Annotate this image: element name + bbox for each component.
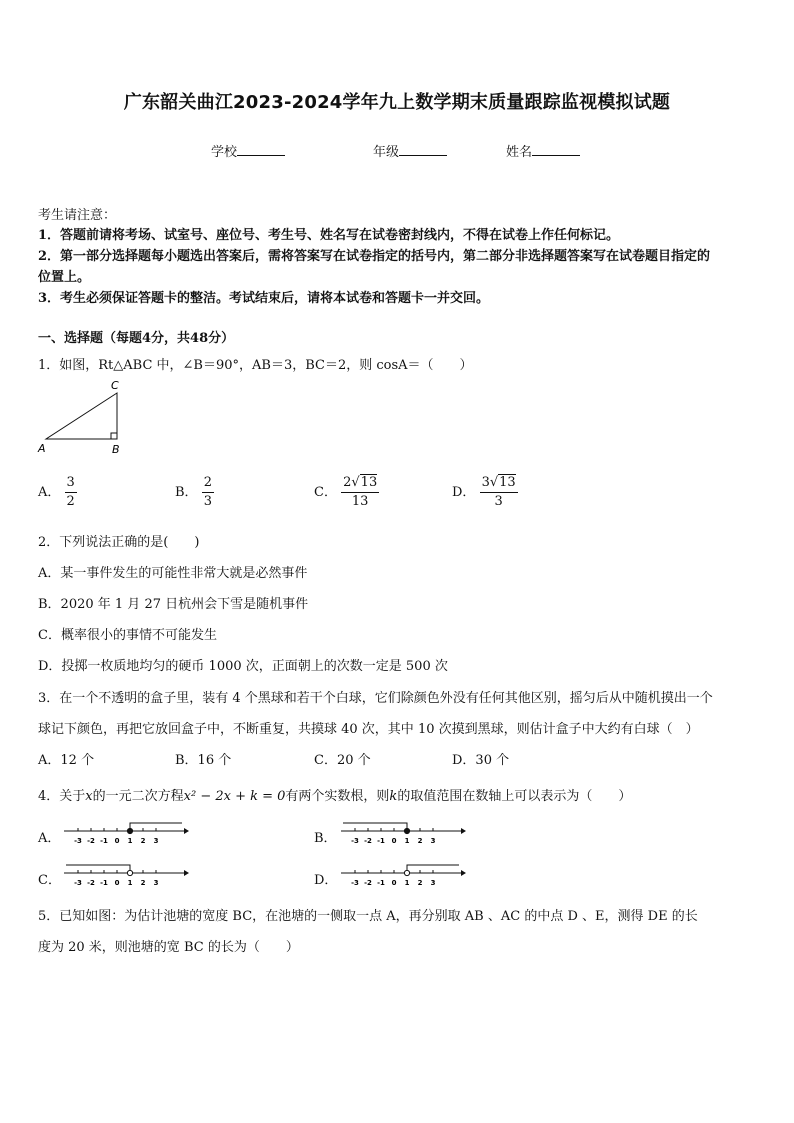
q2-stem: 2．下列说法正确的是( ): [38, 535, 200, 550]
tick-label: 2: [140, 837, 146, 845]
q2-option-b[interactable]: B．2020 年 1 月 27 日杭州会下雪是随机事件: [38, 597, 309, 612]
q5-stem-line1: 5．已知如图：为估计池塘的宽度 BC，在池塘的一侧取一点 A，再分别取 AB 、AC 的中点 D 、E，测得 DE 的长: [38, 909, 698, 924]
q4-stem-post: 的取值范围在数轴上可以表示为（ ）: [397, 789, 632, 804]
q4-var-x: x: [85, 789, 93, 804]
tick-label: -3: [74, 879, 82, 887]
q1-option-b-letter: B．: [175, 485, 198, 500]
tick-label: -2: [87, 879, 95, 887]
open-endpoint: [127, 870, 132, 875]
q1-option-d-fraction: [480, 474, 518, 511]
tick-label: 2: [417, 837, 423, 845]
q1-option-b-fraction: [202, 474, 214, 511]
q1-option-a-fraction: [65, 474, 77, 511]
q5-stem-line2: 度为 20 米，则池塘的宽 BC 的长为（ ）: [38, 940, 299, 955]
name-field[interactable]: [506, 141, 580, 160]
tick-label: 3: [430, 837, 436, 845]
closed-endpoint: [127, 828, 132, 833]
fraction-numerator: 3: [65, 474, 77, 493]
tick-label: 0: [114, 879, 120, 887]
section-heading: 一、选择题（每题4分，共48分）: [38, 331, 235, 346]
q1-option-a[interactable]: [38, 474, 77, 511]
tick-label: 1: [127, 837, 133, 845]
notice-item-3: 3．考生必须保证答题卡的整洁。考试结束后，请将本试卷和答题卡一并交回。: [38, 291, 490, 306]
right-angle-mark: [111, 433, 117, 439]
notice-item-2-cont: 位置上。: [38, 270, 91, 285]
school-label: 学校: [211, 145, 238, 160]
numerator-coefficient: 3: [481, 475, 490, 490]
fraction-denominator: 3: [203, 494, 212, 509]
tick-label: 3: [153, 837, 159, 845]
tick-label: 2: [140, 879, 146, 887]
tick-label: -1: [377, 837, 385, 845]
radicand: 13: [499, 475, 516, 490]
vertex-a-label: A: [38, 442, 46, 455]
q4-stem: [38, 785, 631, 804]
q4-stem-mid2: 有两个实数根，则: [285, 789, 390, 804]
tick-label: -3: [74, 837, 82, 845]
q4-stem-mid: 的一元二次方程: [92, 789, 184, 804]
tick-label: -2: [87, 837, 95, 845]
open-endpoint: [404, 870, 409, 875]
q1-option-d[interactable]: [452, 474, 518, 511]
school-field[interactable]: [211, 141, 285, 160]
tick-label: 3: [153, 879, 159, 887]
q4-option-c-letter[interactable]: C．: [38, 873, 61, 888]
page-title: 广东韶关曲江2023-2024学年九上数学期末质量跟踪监视模拟试题: [123, 92, 671, 113]
q4-equation: x² − 2x + k = 0: [183, 789, 286, 804]
q4-stem-pre: 4．关于: [38, 789, 86, 804]
q2-option-c[interactable]: C．概率很小的事情不可能发生: [38, 628, 217, 643]
radicand: 13: [360, 475, 378, 490]
q4-number-line-d: [337, 862, 467, 888]
q4-option-d-letter[interactable]: D．: [314, 873, 338, 888]
solution-ray: [343, 823, 407, 831]
notice-item-1: 1．答题前请将考场、试室号、座位号、考生号、姓名写在试卷密封线内，不得在试卷上作任何标记。: [38, 228, 620, 243]
fraction-denominator: 2: [66, 494, 75, 509]
q3-option-d[interactable]: D．30 个: [452, 753, 510, 768]
tick-label: -3: [351, 879, 359, 887]
q3-stem-line1: 3．在一个不透明的盒子里，装有 4 个黑球和若干个白球，它们除颜色外没有任何其他区别，摇匀后从中随机摸出一个: [38, 691, 713, 706]
q1-option-c-fraction: [341, 474, 379, 511]
q1-option-a-letter: A．: [38, 485, 61, 500]
q1-triangle-figure: [36, 376, 126, 456]
tick-label: -1: [377, 879, 385, 887]
grade-field[interactable]: [373, 141, 447, 160]
tick-label: 0: [391, 879, 397, 887]
fraction-denominator: 13: [351, 494, 369, 509]
triangle-abc: [46, 393, 117, 439]
fraction-numerator: 2: [202, 474, 214, 493]
tick-label: -3: [351, 837, 359, 845]
name-label: 姓名: [506, 145, 533, 160]
q1-option-c[interactable]: [314, 474, 379, 511]
q4-number-line-c: [60, 862, 190, 888]
axis-arrow-icon: [184, 870, 189, 876]
grade-blank[interactable]: [399, 143, 447, 156]
tick-label: -2: [364, 837, 372, 845]
fraction-denominator: 3: [494, 494, 503, 509]
q4-number-line-b: [337, 820, 467, 846]
q3-option-c[interactable]: C．20 个: [314, 753, 371, 768]
q4-option-b-letter[interactable]: B．: [314, 831, 337, 846]
notice-item-2: 2．第一部分选择题每小题选出答案后，需将答案写在试卷指定的括号内，第二部分非选择题答案写在试卷题目指定的: [38, 249, 711, 264]
axis-arrow-icon: [184, 828, 189, 834]
q1-option-b[interactable]: [175, 474, 214, 511]
q1-option-c-letter: C．: [314, 485, 337, 500]
numerator-coefficient: 2: [343, 475, 352, 490]
solution-ray: [66, 865, 130, 873]
tick-label: 2: [417, 879, 423, 887]
fraction-numerator: 2√13: [341, 474, 379, 493]
q1-stem: 1．如图，Rt△ABC 中，∠B＝90°，AB＝3，BC＝2，则 cosA＝（ ）: [38, 358, 473, 373]
q2-option-a[interactable]: A．某一事件发生的可能性非常大就是必然事件: [38, 566, 308, 581]
q4-var-k: k: [389, 789, 398, 804]
q1-option-d-letter: D．: [452, 485, 476, 500]
tick-label: -1: [100, 837, 108, 845]
tick-label: 0: [114, 837, 120, 845]
tick-label: -2: [364, 879, 372, 887]
tick-label: 3: [430, 879, 436, 887]
q3-stem-line2: 球记下颜色，再把它放回盒子中，不断重复，共摸球 40 次，其中 10 次摸到黑球，则估计盒子中大约有白球（ ）: [38, 722, 699, 737]
grade-label: 年级: [373, 145, 400, 160]
q4-option-a-letter[interactable]: A．: [38, 831, 61, 846]
vertex-c-label: C: [111, 379, 119, 392]
q2-option-d[interactable]: D．投掷一枚质地均匀的硬币 1000 次，正面朝上的次数一定是 500 次: [38, 659, 448, 674]
tick-label: 1: [404, 879, 410, 887]
q3-option-b[interactable]: B．16 个: [175, 753, 232, 768]
notice-heading: 考生请注意：: [38, 208, 117, 223]
vertex-b-label: B: [112, 443, 120, 456]
closed-endpoint: [404, 828, 409, 833]
fraction-numerator: 3√13: [480, 474, 518, 493]
school-blank[interactable]: [237, 143, 285, 156]
q4-number-line-a: [60, 820, 190, 846]
tick-label: 1: [404, 837, 410, 845]
tick-label: -1: [100, 879, 108, 887]
axis-arrow-icon: [461, 870, 466, 876]
axis-arrow-icon: [461, 828, 466, 834]
q3-option-a[interactable]: A．12 个: [38, 753, 95, 768]
name-blank[interactable]: [532, 143, 580, 156]
tick-label: 0: [391, 837, 397, 845]
tick-label: 1: [127, 879, 133, 887]
